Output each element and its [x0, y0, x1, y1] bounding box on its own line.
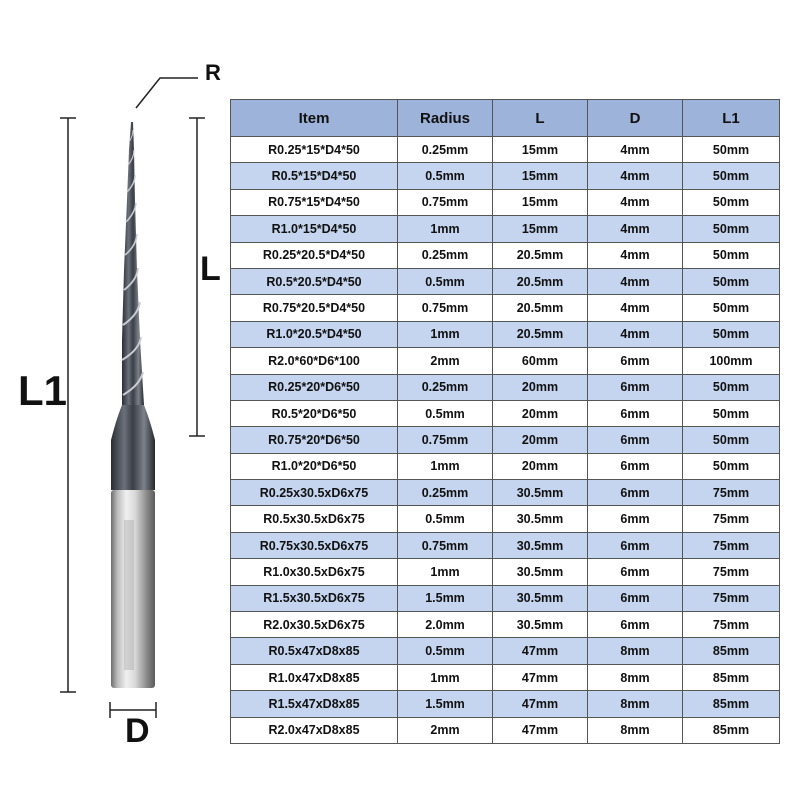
cell-l: 15mm: [493, 163, 588, 189]
cell-d: 6mm: [588, 585, 683, 611]
cell-radius: 1.5mm: [398, 585, 493, 611]
cell-item: R0.5x30.5xD6x75: [231, 506, 398, 532]
cell-radius: 0.75mm: [398, 532, 493, 558]
table-row: [231, 585, 780, 611]
cell-item: R0.25*15*D4*50: [231, 137, 398, 163]
cell-d: 8mm: [588, 664, 683, 690]
cell-l: 20.5mm: [493, 295, 588, 321]
table-row: [231, 427, 780, 453]
cell-l1: 50mm: [683, 268, 780, 294]
table-body: [231, 137, 780, 744]
table-row: [231, 348, 780, 374]
cell-d: 6mm: [588, 480, 683, 506]
header-radius: Radius: [398, 100, 493, 137]
cell-d: 4mm: [588, 295, 683, 321]
cell-radius: 1.5mm: [398, 691, 493, 717]
cell-l1: 75mm: [683, 480, 780, 506]
cell-l: 30.5mm: [493, 532, 588, 558]
cell-radius: 2.0mm: [398, 612, 493, 638]
cell-radius: 1mm: [398, 321, 493, 347]
cell-l: 15mm: [493, 137, 588, 163]
cell-item: R0.25x30.5xD6x75: [231, 480, 398, 506]
table-row: [231, 295, 780, 321]
cell-l1: 50mm: [683, 400, 780, 426]
table-row: [231, 321, 780, 347]
cell-d: 6mm: [588, 532, 683, 558]
cell-item: R0.5x47xD8x85: [231, 638, 398, 664]
cell-radius: 1mm: [398, 559, 493, 585]
cell-d: 8mm: [588, 717, 683, 743]
cell-l: 47mm: [493, 717, 588, 743]
table-header-row: [231, 100, 780, 137]
cell-l: 30.5mm: [493, 506, 588, 532]
cell-l1: 50mm: [683, 427, 780, 453]
table-row: [231, 137, 780, 163]
cell-item: R0.25*20*D6*50: [231, 374, 398, 400]
cell-l: 20mm: [493, 400, 588, 426]
cell-radius: 0.5mm: [398, 638, 493, 664]
cell-d: 6mm: [588, 612, 683, 638]
cell-item: R0.5*20*D6*50: [231, 400, 398, 426]
cell-item: R1.0*20.5*D4*50: [231, 321, 398, 347]
cell-d: 4mm: [588, 268, 683, 294]
cell-d: 8mm: [588, 691, 683, 717]
cell-l1: 50mm: [683, 374, 780, 400]
table-row: [231, 453, 780, 479]
cell-l: 20mm: [493, 453, 588, 479]
cell-item: R1.0*15*D4*50: [231, 216, 398, 242]
flute-length-label: L: [200, 250, 221, 288]
cell-l: 47mm: [493, 638, 588, 664]
cell-l1: 75mm: [683, 585, 780, 611]
cell-l: 20.5mm: [493, 242, 588, 268]
cell-l: 30.5mm: [493, 480, 588, 506]
cell-d: 6mm: [588, 453, 683, 479]
cell-radius: 1mm: [398, 664, 493, 690]
table-row: [231, 532, 780, 558]
radius-leader-line: [136, 78, 198, 108]
cell-l1: 50mm: [683, 453, 780, 479]
header-item: Item: [231, 100, 398, 137]
cell-item: R2.0x47xD8x85: [231, 717, 398, 743]
cell-l1: 75mm: [683, 559, 780, 585]
cell-item: R1.5x47xD8x85: [231, 691, 398, 717]
cell-item: R1.0x47xD8x85: [231, 664, 398, 690]
diameter-label: D: [125, 712, 150, 750]
cell-radius: 1mm: [398, 453, 493, 479]
cell-l: 15mm: [493, 189, 588, 215]
cell-l: 20mm: [493, 427, 588, 453]
cell-item: R1.5x30.5xD6x75: [231, 585, 398, 611]
cell-l1: 50mm: [683, 295, 780, 321]
table-row: [231, 559, 780, 585]
cell-l: 20.5mm: [493, 321, 588, 347]
cell-d: 4mm: [588, 321, 683, 347]
cell-l1: 85mm: [683, 717, 780, 743]
cell-l1: 50mm: [683, 163, 780, 189]
cell-l1: 75mm: [683, 506, 780, 532]
header-l1: L1: [683, 100, 780, 137]
tapered-flutes: [122, 122, 144, 405]
cell-d: 6mm: [588, 400, 683, 426]
cell-l: 30.5mm: [493, 612, 588, 638]
cell-item: R1.0x30.5xD6x75: [231, 559, 398, 585]
cell-radius: 0.5mm: [398, 163, 493, 189]
table-row: [231, 717, 780, 743]
cell-radius: 0.5mm: [398, 268, 493, 294]
cell-radius: 2mm: [398, 717, 493, 743]
cell-l: 30.5mm: [493, 559, 588, 585]
cell-radius: 0.25mm: [398, 242, 493, 268]
cell-item: R0.5*15*D4*50: [231, 163, 398, 189]
table-row: [231, 480, 780, 506]
cell-l: 60mm: [493, 348, 588, 374]
cell-l1: 75mm: [683, 532, 780, 558]
cell-l: 47mm: [493, 691, 588, 717]
cell-d: 4mm: [588, 216, 683, 242]
header-d: D: [588, 100, 683, 137]
cell-d: 8mm: [588, 638, 683, 664]
cell-radius: 1mm: [398, 216, 493, 242]
cell-radius: 0.25mm: [398, 137, 493, 163]
cell-d: 6mm: [588, 427, 683, 453]
table-row: [231, 189, 780, 215]
cell-radius: 0.75mm: [398, 189, 493, 215]
cell-item: R0.75*20.5*D4*50: [231, 295, 398, 321]
cell-d: 4mm: [588, 242, 683, 268]
cell-d: 6mm: [588, 506, 683, 532]
cell-l1: 50mm: [683, 242, 780, 268]
cell-l1: 100mm: [683, 348, 780, 374]
cell-l1: 50mm: [683, 137, 780, 163]
cell-item: R0.25*20.5*D4*50: [231, 242, 398, 268]
cell-item: R0.5*20.5*D4*50: [231, 268, 398, 294]
radius-label: R: [205, 60, 221, 85]
cell-radius: 0.25mm: [398, 480, 493, 506]
cell-d: 6mm: [588, 348, 683, 374]
cell-l: 47mm: [493, 664, 588, 690]
cell-item: R2.0x30.5xD6x75: [231, 612, 398, 638]
table-row: [231, 664, 780, 690]
cell-l1: 85mm: [683, 638, 780, 664]
cell-radius: 2mm: [398, 348, 493, 374]
table-row: [231, 216, 780, 242]
cell-d: 6mm: [588, 374, 683, 400]
cell-radius: 0.25mm: [398, 374, 493, 400]
specification-table: [230, 99, 780, 744]
table-row: [231, 374, 780, 400]
table-row: [231, 400, 780, 426]
cell-l1: 85mm: [683, 691, 780, 717]
shank: [111, 490, 155, 688]
cell-radius: 0.5mm: [398, 400, 493, 426]
cell-l1: 50mm: [683, 189, 780, 215]
cell-l1: 75mm: [683, 612, 780, 638]
cell-l1: 85mm: [683, 664, 780, 690]
overall-length-label: L1: [18, 367, 68, 414]
cell-l: 30.5mm: [493, 585, 588, 611]
cell-l1: 50mm: [683, 321, 780, 347]
table-row: [231, 242, 780, 268]
cell-l: 20mm: [493, 374, 588, 400]
cell-item: R0.75*20*D6*50: [231, 427, 398, 453]
cell-l: 20.5mm: [493, 268, 588, 294]
cell-item: R0.75*15*D4*50: [231, 189, 398, 215]
cell-d: 4mm: [588, 189, 683, 215]
cell-l1: 50mm: [683, 216, 780, 242]
cell-item: R1.0*20*D6*50: [231, 453, 398, 479]
table-row: [231, 163, 780, 189]
cell-radius: 0.75mm: [398, 427, 493, 453]
cell-radius: 0.5mm: [398, 506, 493, 532]
cell-d: 6mm: [588, 559, 683, 585]
cell-item: R0.75x30.5xD6x75: [231, 532, 398, 558]
table-row: [231, 691, 780, 717]
table-row: [231, 612, 780, 638]
tool-diagram: [0, 0, 230, 800]
cell-item: R2.0*60*D6*100: [231, 348, 398, 374]
cell-d: 4mm: [588, 163, 683, 189]
table-row: [231, 268, 780, 294]
table-row: [231, 506, 780, 532]
coated-neck: [111, 405, 155, 490]
cell-l: 15mm: [493, 216, 588, 242]
cell-d: 4mm: [588, 137, 683, 163]
cell-radius: 0.75mm: [398, 295, 493, 321]
header-l: L: [493, 100, 588, 137]
table-row: [231, 638, 780, 664]
